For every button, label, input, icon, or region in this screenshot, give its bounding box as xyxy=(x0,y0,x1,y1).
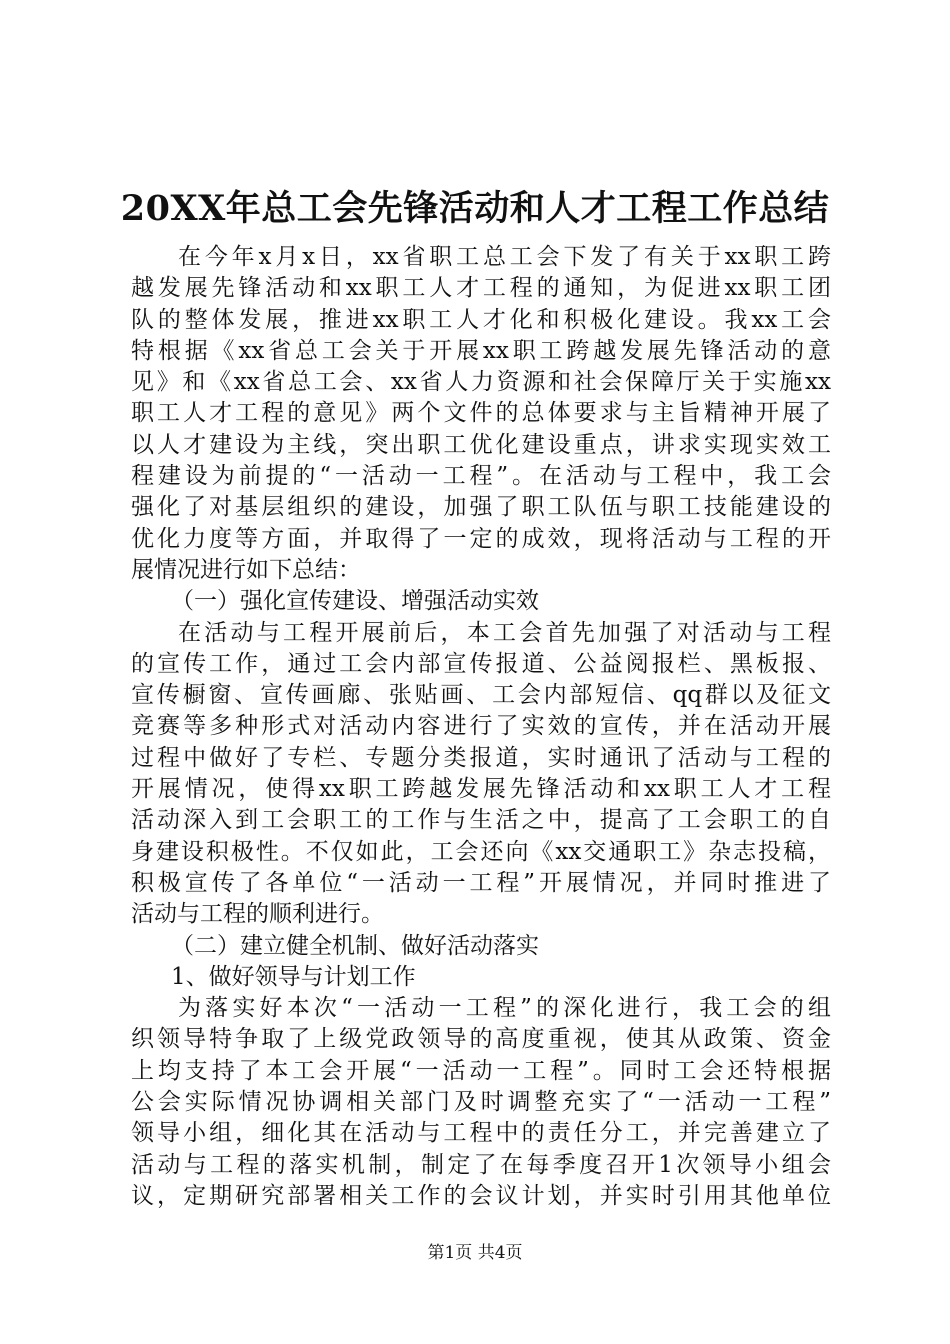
paragraph-line: 过程中做好了专栏、专题分类报道，实时通讯了活动与工程的 xyxy=(131,744,831,771)
paragraph-line: 强化了对基层组织的建设，加强了职工队伍与职工技能建设的 xyxy=(131,494,831,521)
paragraph-line: 领导小组，细化其在活动与工程中的责任分工，并完善建立了 xyxy=(131,1120,831,1147)
paragraph-line: 程建设为前提的“一活动一工程”。在活动与工程中，我工会 xyxy=(131,463,831,490)
paragraph-line: 在今年x月x日，xx省职工总工会下发了有关于xx职工跨 xyxy=(178,244,831,270)
paragraph-line: 在活动与工程开展前后，本工会首先加强了对活动与工程 xyxy=(178,619,831,646)
paragraph-line: 越发展先锋活动和xx职工人才工程的通知，为促进xx职工团 xyxy=(131,275,831,302)
paragraph-line: 展情况进行如下总结： xyxy=(131,556,361,583)
paragraph-line: 队的整体发展，推进xx职工人才化和积极化建设。我xx工会 xyxy=(131,306,831,333)
paragraph-line: 优化力度等方面，并取得了一定的成效，现将活动与工程的开 xyxy=(131,525,831,552)
paragraph-line: 见》和《xx省总工会、xx省人力资源和社会保障厅关于实施xx xyxy=(131,369,831,396)
document-title: 20XX年总工会先锋活动和人才工程工作总结 xyxy=(120,188,830,229)
paragraph-line: 公会实际情况协调相关部门及时调整充实了“一活动一工程” xyxy=(131,1089,831,1116)
paragraph-line: 活动与工程的落实机制，制定了在每季度召开1次领导小组会 xyxy=(131,1151,831,1178)
page-number: 第1页 共4页 xyxy=(427,1243,523,1263)
paragraph-line: 竞赛等多种形式对活动内容进行了实效的宣传，并在活动开展 xyxy=(131,713,831,740)
paragraph-line: 议，定期研究部署相关工作的会议计划，并实时引用其他单位 xyxy=(131,1182,831,1209)
paragraph-line: 上均支持了本工会开展“一活动一工程”。同时工会还特根据 xyxy=(131,1057,831,1084)
paragraph-line: 身建设积极性。不仅如此，工会还向《xx交通职工》杂志投稿， xyxy=(131,838,831,865)
document-body xyxy=(131,242,831,1212)
paragraph-line: 宣传橱窗、宣传画廊、张贴画、工会内部短信、qq群以及征文 xyxy=(131,682,831,709)
section-heading-2: （二）建立健全机制、做好活动落实 xyxy=(171,932,539,959)
paragraph-line: 职工人才工程的意见》两个文件的总体要求与主旨精神开展了 xyxy=(131,400,831,427)
subsection-heading-1: 1、做好领导与计划工作 xyxy=(171,963,416,990)
paragraph-line: 开展情况，使得xx职工跨越发展先锋活动和xx职工人才工程 xyxy=(131,776,831,803)
section-heading-1: （一）强化宣传建设、增强活动实效 xyxy=(171,588,539,615)
paragraph-line: 特根据《xx省总工会关于开展xx职工跨越发展先锋活动的意 xyxy=(131,337,831,364)
paragraph-line: 活动深入到工会职工的工作与生活之中，提高了工会职工的自 xyxy=(131,807,831,834)
paragraph-line: 为落实好本次“一活动一工程”的深化进行，我工会的组 xyxy=(178,995,831,1022)
paragraph-line: 积极宣传了各单位“一活动一工程”开展情况，并同时推进了 xyxy=(131,869,831,896)
paragraph-line: 织领导特争取了上级党政领导的高度重视，使其从政策、资金 xyxy=(131,1026,831,1053)
paragraph-line: 的宣传工作，通过工会内部宣传报道、公益阅报栏、黑板报、 xyxy=(131,650,831,677)
paragraph-line: 活动与工程的顺利进行。 xyxy=(131,901,384,928)
paragraph-line: 以人才建设为主线，突出职工优化建设重点，讲求实现实效工 xyxy=(131,431,831,458)
